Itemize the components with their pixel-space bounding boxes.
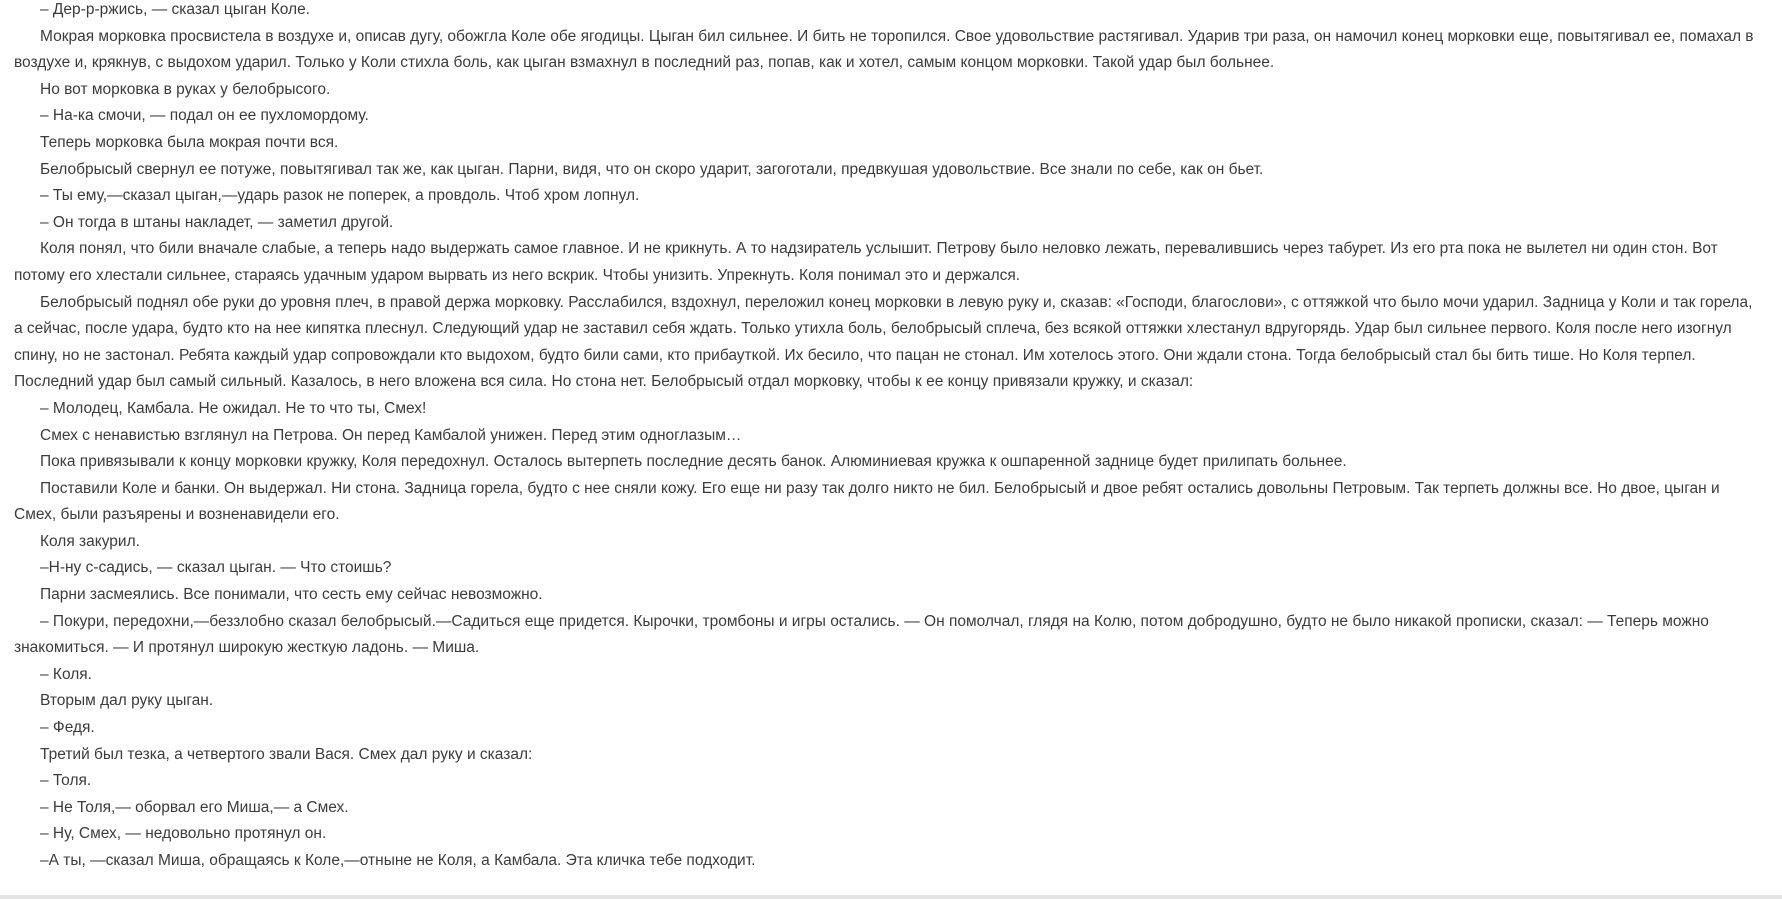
paragraph-21: – Федя. [40, 719, 95, 737]
paragraph-10: Белобрысый поднял обе руки до уровня плеч, в правой держа морковку. Расслабился, вздохнул, переложил конец морковки в левую руку и, сказав: «Господи, благослови», с оттяжкой что было мочи ударил. Задница у Коли и так горела, а сейчас, после удара, будто кто на нее кипятка плеснул. Следующий удар не заставил себя ждать. Только утихла боль, белобрысый сплеча, без всякой оттяжки хлестанул вдругорядь. Удар был сильнее первого. Коля после него изогнул спину, но не застонал. Ребята каждый удар сопровождали кто выдохом, будто били сами, кто прибауткой. Их бесило, что пацан не стонал. Им хотелось этого. Они ждали стона. Тогда белобрысый стал бы бить тише. Но Коля терпел. Последний удар был самый сильный. Казалось, в него вложена вся сила. Но стона нет. Белобрысый отдал морковку, чтобы к ее концу привязали кружку, и сказал: [14, 293, 1753, 391]
paragraph-4: – На-ка смочи, — подал он ее пухломордому. [40, 107, 369, 125]
paragraph-22: Третий был тезка, а четвертого звали Вася. Смех дал руку и сказал: [40, 745, 533, 763]
paragraph-2: Мокрая морковка просвистела в воздухе и, описав дугу, обожгла Коле обе ягодицы. Цыган бил сильнее. И бить не торопился. Свое удовольствие растягивал. Ударив три раза, он намочил конец морковки еще, повытягивал ее, помахал в воздухе и, крякнув, с выдохом ударил. Только у Коли стихла боль, как цыган взмахнул в последний раз, попав, как и хотел, самым концом морковки. Такой удар был больнее. [14, 27, 1754, 72]
paragraph-20: Вторым дал руку цыган. [40, 692, 214, 710]
paragraph-15: Коля закурил. [40, 532, 140, 550]
paragraph-18: – Покури, передохни,—беззлобно сказал белобрысый.—Садиться еще придется. Кырочки, тромбоны и игры остались. — Он помолчал, глядя на Колю, потом добродушно, будто не было никакой прописки, сказал: — Теперь можно знакомиться. — И протянул широкую жесткую ладонь. — Миша. [14, 612, 1709, 657]
paragraph-9: Коля понял, что били вначале слабые, а теперь надо выдержать самое главное. И не крикнуть. А то надзиратель услышит. Петрову было неловко лежать, перевалившись через табурет. Из его рта пока не вылетел ни один стон. Вот потому его хлестали сильнее, стараясь удачным ударом вырвать из него вскрик. Чтобы унизить. Упрекнуть. Коля понимал это и держался. [14, 240, 1718, 284]
paragraph-11: – Молодец, Камбала. Не ожидал. Не то что ты, Смех! [40, 399, 427, 417]
paragraph-19: – Коля. [40, 665, 92, 683]
paragraph-23: – Толя. [40, 772, 92, 790]
paragraph-24: – Не Толя,— оборвал его Миша,— а Смех. [40, 798, 349, 816]
paragraph-5: Теперь морковка была мокрая почти вся. [40, 133, 339, 151]
paragraph-12: Смех с ненавистью взглянул на Петрова. Он перед Камбалой унижен. Перед этим одноглазым… [40, 426, 742, 444]
document-text [14, 0, 1756, 875]
paragraph-8: – Он тогда в штаны накладет, — заметил другой. [40, 213, 394, 231]
paragraph-26: –А ты, —сказал Миша, обращаясь к Коле,—отныне не Коля, а Камбала. Эта кличка тебе подходит. [40, 852, 756, 869]
paragraph-17: Парни засмеялись. Все понимали, что сесть ему сейчас невозможно. [40, 586, 543, 604]
paragraph-25: – Ну, Смех, — недовольно протянул он. [40, 825, 327, 843]
paragraph-1: – Дер-р-ржись, — сказал цыган Коле. [40, 1, 310, 18]
paragraph-6: Белобрысый свернул ее потуже, повытягивал так же, как цыган. Парни, видя, что он скоро ударит, загоготали, предвкушая удовольствие. Все знали по себе, как он бьет. [40, 160, 1264, 178]
horizontal-scrollbar[interactable] [0, 895, 1782, 899]
paragraph-13: Пока привязывали к концу морковки кружку, Коля передохнул. Осталось вытерпеть последние десять банок. Алюминиевая кружка к ошпаренной заднице будет прилипать больнее. [40, 453, 1347, 471]
paragraph-7: – Ты ему,—сказал цыган,—ударь разок не поперек, а провдоль. Чтоб хром лопнул. [40, 187, 640, 205]
paragraph-14: Поставили Коле и банки. Он выдержал. Ни стона. Задница горела, будто с нее сняли кожу. Его еще ни разу так долго никто не бил. Белобрысый и двое ребят остались довольны Петровым. Так терпеть должны все. Но двое, цыган и Смех, были разъярены и возненавидели его. [14, 479, 1720, 524]
paragraph-3: Но вот морковка в руках у белобрысого. [40, 80, 331, 98]
paragraph-16: –Н-ну с-садись, — сказал цыган. — Что стоишь? [40, 559, 392, 577]
